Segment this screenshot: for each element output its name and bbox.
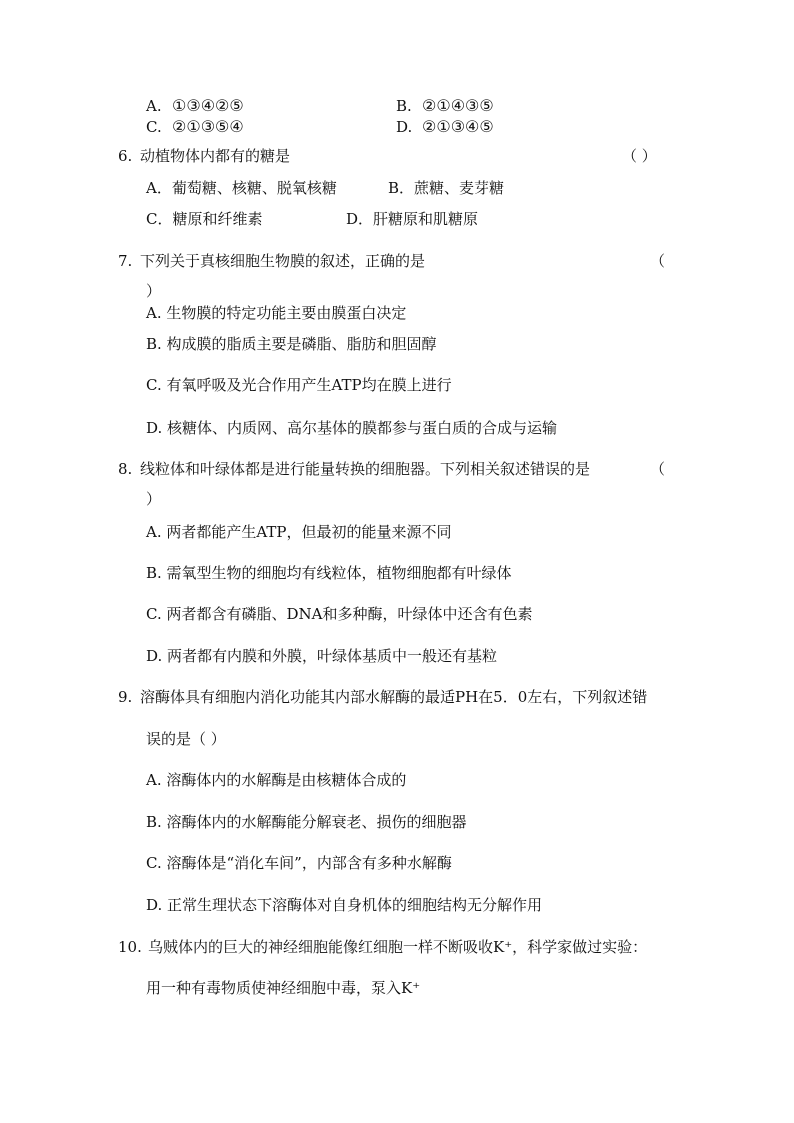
q7-option-d: D. 核糖体、内质网、高尔基体的膜都参与蛋白质的合成与运输 [146,419,558,437]
q6-number: 6. [118,147,133,165]
q8-stem: 线粒体和叶绿体都是进行能量转换的细胞器。下列相关叙述错误的是 [140,460,591,478]
q6-option-c: C．糖原和纤维素 [146,210,263,228]
q7-bracket-close: ） [146,282,162,300]
q5-option-a-label: A. [146,97,162,115]
q5-option-a-text: ①③④②⑤ [172,96,244,115]
q7-stem: 下列关于真核细胞生物膜的叙述，正确的是 [140,252,426,270]
q8-option-c: C. 两者都含有磷脂、DNA和多种酶，叶绿体中还含有色素 [146,605,533,623]
q8-option-b: B. 需氧型生物的细胞均有线粒体，植物细胞都有叶绿体 [146,564,512,582]
q9-option-d: D. 正常生理状态下溶酶体对自身机体的细胞结构无分解作用 [146,896,543,914]
q10-stem-line2: 用一种有毒物质使神经细胞中毒，泵入K⁺ [146,979,421,997]
q8-bracket-open: （ [650,460,666,478]
q9-option-c: C. 溶酶体是“消化车间”，内部含有多种水解酶 [146,854,452,872]
q6-stem: 动植物体内都有的糖是 [140,147,291,165]
q6-option-d: D．肝糖原和肌糖原 [346,210,479,228]
q9-option-a: A. 溶酶体内的水解酶是由核糖体合成的 [146,771,407,789]
q5-option-b-label: B. [396,97,412,115]
q9-stem-line2: 误的是（ ） [146,730,226,748]
q5-option-c-text: ②①③⑤④ [172,117,244,136]
q8-bracket-close: ） [146,490,162,508]
q8-option-d: D. 两者都有内膜和外膜，叶绿体基质中一般还有基粒 [146,647,498,665]
q7-option-a: A. 生物膜的特定功能主要由膜蛋白决定 [146,304,407,322]
q5-option-d-text: ②①③④⑤ [422,117,494,136]
q10-stem-line1: 乌贼体内的巨大的神经细胞能像红细胞一样不断吸收K⁺，科学家做过实验： [148,938,648,956]
q7-number: 7. [118,252,133,270]
q6-answer-bracket: （ ） [622,147,657,165]
q8-number: 8. [118,460,133,478]
q5-option-c-label: C. [146,118,162,136]
q6-option-b: B．蔗糖、麦芽糖 [388,179,505,197]
q10-number: 10. [118,938,142,956]
q9-stem-line1: 溶酶体具有细胞内消化功能其内部水解酶的最适PH在5．0左右，下列叙述错 [140,688,648,706]
q7-bracket-open: （ [650,252,666,270]
q8-option-a: A. 两者都能产生ATP，但最初的能量来源不同 [146,523,452,541]
q9-option-b: B. 溶酶体内的水解酶能分解衰老、损伤的细胞器 [146,813,467,831]
q6-option-a: A．葡萄糖、核糖、脱氧核糖 [146,179,337,197]
q5-option-d-label: D. [396,118,413,136]
q7-option-c: C. 有氧呼吸及光合作用产生ATP均在膜上进行 [146,376,452,394]
q7-option-b: B. 构成膜的脂质主要是磷脂、脂肪和胆固醇 [146,335,437,353]
q9-number: 9. [118,688,133,706]
q5-option-b-text: ②①④③⑤ [422,96,494,115]
